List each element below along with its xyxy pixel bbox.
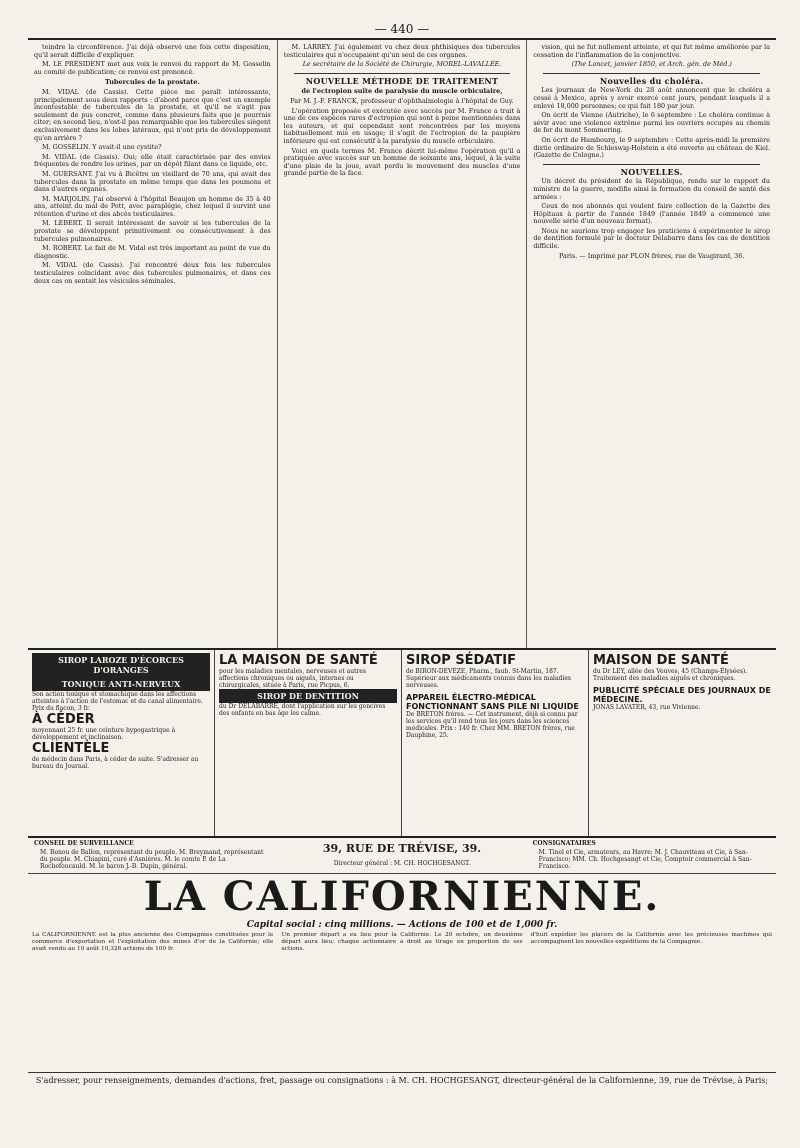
ad-title: APPAREIL ÉLECTRO-MÉDICAL FONCTIONNANT SANS PILE NI LIQUIDE (406, 693, 579, 711)
ad-title: CLIENTÈLE (32, 741, 110, 756)
ad-column-4 (589, 650, 776, 836)
board-heading: CONSEIL DE SURVEILLANCE (34, 840, 134, 847)
supervisory-board (28, 838, 277, 873)
ad-title: PUBLICITÉ SPÉCIALE DES JOURNAUX DE MÉDECINE. (593, 686, 771, 704)
signature: Le secrétaire de la Société de Chirurgie, MOREL-LAVALLÉE. (302, 60, 502, 69)
paragraph: L'opération proposée et exécutée avec succès par M. France a trait à une de ces espèces rares d'ectropion qui sont à peine mentionnées dans les auteurs, et qui cependant sont rencontrées par les moyens habituellement mis en usage; il s'agit de l'ectropion de la paupière inférieure qui est consécutif à la paralysie du muscle orbiculaire. (283, 106, 521, 145)
ad-title: LA MAISON DE SANTÉ (219, 653, 378, 668)
ad-text: de médecin dans Paris, à céder de suite. S'adresser au bureau du Journal. (32, 756, 199, 770)
paragraph: M. GUERSANT. J'ai vu à Bicêtre un vieillard de 70 ans, qui avait des tubercules dans la prostate en même temps que dans les poumons et dans d'autres organes. (34, 169, 271, 194)
paragraph: M. VIDAL (de Cassis). J'ai rencontré deux fois les tubercules testiculaires coïncidant avec des tubercules pulmonaires, et dans ces deux cas on sentait les vésicules séminales. (34, 261, 271, 285)
description-col-3: d'huit expédier les placers de la Californie avec les précieuses machines qui accompagnent les nouvelles expéditions de la Compagnie. (530, 932, 772, 945)
ad-text: moyennant 25 fr. une ceinture hypogastrique à développement et inclinaison. (32, 727, 176, 741)
section-heading: Tubercules de la prostate. (104, 78, 200, 87)
ad-text: du Dr DELABARRE, dont l'application sur les gencives des enfants en bas âge les calme. (219, 703, 386, 717)
consignees-heading: CONSIGNATAIRES (532, 840, 596, 847)
ad-text: Son action tonique et stomachique dans les affections atteintes à l'action de l'estomac et du canal alimentaire. Prix du flacon, 3 fr. (32, 691, 203, 712)
ad-text: JONAS LAVATER, 43, rue Vivienne. (593, 704, 701, 711)
board-text: M. Renou de Ballon, représentant du peuple. M. Breymand, représentant du peuple. M. Chiapini, curé d'Asnières. M. le comte P. de La Rochefoucauld. M. le baron J.-B. Dupin, général. (40, 849, 264, 870)
paragraph: Voici en quels termes M. France décrit lui-même l'opération qu'il a pratiquée avec succès sur un homme de soixante ans, lequel, à la suite d'une plaie de la joue, avait perdu le mouvement des muscles d'une grande partie de la face. (283, 146, 521, 178)
divider (294, 73, 511, 74)
divider (543, 73, 760, 74)
ad-column-1 (28, 650, 215, 836)
section-heading: NOUVELLES. (620, 166, 683, 177)
article-subheading: de l'ectropion suite de paralysie du muscle orbiculaire, (301, 87, 503, 96)
column-2 (278, 40, 528, 648)
company-subtitle: Capital social : cinq millions. — Actions de 100 et de 1,000 fr. (246, 920, 558, 930)
paragraph: Un décret du président de la République, rendu sur le rapport du ministre de la guerre, modifie ainsi la formation du conseil de santé des armées : (533, 177, 771, 201)
director: Directeur général : M. CH. HOCHGESANGT. (333, 860, 471, 867)
paragraph: Nous ne saurions trop engager les praticiens à expérimenter le sirop de dentition formulé par le docteur Delabarre dans les cas de dentition difficile. (533, 226, 771, 251)
ad-column-2 (215, 650, 402, 836)
article-columns (28, 40, 776, 650)
ad-text: de BIRON-DEVÉZE, Pharm., faub. St-Martin, 187. Supérieur aux médicaments connus dans les maladies nerveuses. (406, 668, 571, 689)
company-banner (28, 838, 776, 874)
contact-line: S'adresser, pour renseignements, demandes d'actions, fret, passage ou consignations : à M. CH. HOCHGESANGT, directeur-général de la Californienne, 39, rue de Trévise, à Paris; (28, 1072, 776, 1085)
column-3 (527, 40, 776, 648)
paragraph: On écrit de Vienne (Autriche), le 6 septembre : Le choléra continue à sévir avec une violence extrême parmi les ouvriers occupés au chemin de fer du mont Sommering. (533, 111, 771, 135)
paragraph: M. LARREY. J'ai également vu chez deux phthisiques des tubercules testiculaires qui n'occupaient qu'un seul de ces organes. (283, 43, 521, 59)
ad-text: du Dr LEY, allée des Veuves, 45 (Champs-Élysées). Traitement des maladies aiguës et chroniques. (593, 668, 748, 682)
section-heading: Nouvelles du choléra. (599, 75, 704, 86)
paragraph: M. GOSSELIN. Y avait-il une cystite? (42, 143, 162, 152)
paragraph: vision, qui ne fut nullement atteinte, et qui fut même améliorée par la cessation de l'inflammation de la conjonctive. (533, 43, 771, 59)
ad-title: SIROP SÉDATIF (406, 653, 516, 668)
company-address (277, 838, 526, 873)
company-description (28, 930, 776, 1072)
paragraph: M. VIDAL (de Cassis). Oui; elle était caractérisée par des envies fréquentes de rendre les urines, par un dépôt filant dans ce liquide, etc. (34, 152, 271, 169)
author-line: Par M. J.-F. FRANCK, professeur d'ophthalmologie à l'hôpital de Guy. (290, 96, 514, 105)
paragraph: On écrit de Hambourg, le 9 septembre : Cette après-midi la première dixtie ordinaire de Schleswig-Holstein a été ouverte au château de Kiel. (Gazette de Cologne.) (533, 135, 771, 160)
paragraph: Les journaux de New-York du 28 août annoncent que le choléra a cessé à Mexico, après y avoir exercé cent jours, pendant lesquels il a enlevé 18,000 personnes; ce qui fait 180 par jour. (533, 86, 771, 110)
paragraph: Ceux de nos abonnés qui veulent faire collection de la Gazette des Hôpitaux à partir de l'année 1849 (l'année 1849 a commencé une nouvelle série d'un nouveau format). (533, 202, 771, 226)
company-title: LA CALIFORNIENNE. (143, 873, 661, 920)
ad-title: MAISON DE SANTÉ (593, 653, 729, 668)
newspaper-page (28, 18, 776, 1140)
address: 39, RUE DE TRÉVISE, 39. (322, 842, 482, 855)
ad-text: pour les maladies mentales, nerveuses et autres affections chroniques ou aiguës, internes ou chirurgicales, située à Paris, rue Picpus, 6. (219, 668, 366, 689)
divider (543, 164, 760, 165)
paragraph: M. LEBERT. Il serait intéressant de savoir si les tubercules de la prostate se développent primitivement ou consécutivement à des tubercules pulmonaires. (34, 219, 271, 243)
ad-subtitle: TONIQUE ANTI-NERVEUX (32, 677, 210, 691)
ad-title: À CÉDER (32, 712, 95, 727)
column-1 (28, 40, 278, 648)
consignees (527, 838, 776, 873)
ad-column-3 (402, 650, 589, 836)
paragraph: M. VIDAL (de Cassis). Cette pièce me paraît intéressante, principalement sous deux rapports : d'abord parce que c'est un exemple incontestable de tubercules de la prostate, et qu'il ne s'agit pas seulement de pus concret, comme dans plusieurs faits que je pourrais citer; en second lieu, n'est-il pas remarquable que les tubercules siègent exclusivement dans les lobes latéraux, qui n'ont pris de développement qu'en arrière ? (34, 87, 271, 142)
paragraph: teindre la circonférence. J'ai déjà observé une fois cette disposition, qu'il serait difficile d'expliquer. (34, 43, 271, 59)
ad-title: SIROP DE DENTITION (219, 689, 397, 703)
consignees-text: M. Tinel et Cie, armateurs, au Havre; M. J. Chauviteau et Cie, à San-Francisco; MM. Ch. Hochgesangt et Cie, Comptoir commercial à San-Francisco. (538, 849, 752, 870)
description-col-1: La CALIFORNIENNE est la plus ancienne des Compagnies constituées pour le commerce d'exportation et l'exploitation des mines d'or de la Californie; elle avait vendu au 10 août 10,326 actions de 100 fr. (32, 932, 274, 952)
paragraph: M. MARJOLIN. J'ai observé à l'hôpital Beaujon un homme de 35 à 40 ans, atteint du mal de Pott, avec paraplégie, chez lequel il survint une rétention d'urine et des abcès testiculaires. (34, 194, 271, 218)
ad-title: SIROP LAROZE D'ÉCORCES D'ORANGES (32, 653, 210, 677)
imprint: Paris. — Imprimé par PLON frères, rue de Vaugirard, 36. (559, 251, 745, 260)
paragraph: M. LE PRÉSIDENT met aux voix le renvoi du rapport de M. Gosselin au comité de publication; ce renvoi est prononcé. (34, 60, 271, 76)
paragraph: M. ROBERT. Le fait de M. Vidal est très important au point de vue du diagnostic. (34, 244, 271, 260)
description-col-2: Un premier départ a eu lieu pour la Californie. Le 20 octobre, un deuxième départ aura lieu; chaque actionnaire a droit au tirage en proportion de ses actions. (281, 932, 523, 952)
source-citation: (The Lancet, janvier 1850, et Arch. gén. de Méd.) (571, 60, 732, 69)
article-heading: NOUVELLE MÉTHODE DE TRAITEMENT (305, 75, 499, 86)
page-number: — 440 — (28, 18, 776, 40)
ad-text: De BRETON frères. — Cet instrument, déjà si connu par les services qu'il rend tous les jours dans les sciences médicales. Prix : 140 fr. Chez MM. BRETON frères, rue Dauphine, 25. (406, 711, 578, 739)
advertisements (28, 650, 776, 838)
